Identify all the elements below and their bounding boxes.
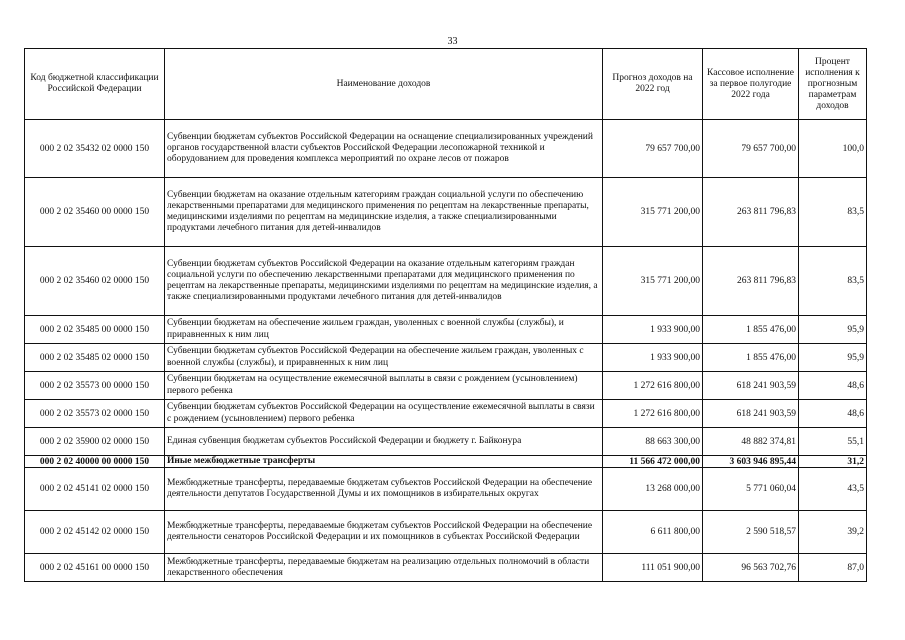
row-name: Субвенции бюджетам субъектов Российской Федерации на оснащение специализированных учреждений органов государственной власти субъектов Российской Федерации лесопожарной техникой и оборудованием для проведения комплекса мероприятий по охране лесов от пожаров — [165, 120, 603, 178]
row-percent: 95,9 — [799, 344, 867, 372]
row-executed: 263 811 796,83 — [703, 178, 799, 247]
row-percent: 83,5 — [799, 178, 867, 247]
row-code: 000 2 02 35485 02 0000 150 — [25, 344, 165, 372]
table-row — [25, 456, 867, 468]
row-executed: 48 882 374,81 — [703, 428, 799, 456]
row-percent: 48,6 — [799, 400, 867, 428]
row-percent: 43,5 — [799, 468, 867, 511]
row-executed: 618 241 903,59 — [703, 400, 799, 428]
row-code: 000 2 02 35900 02 0000 150 — [25, 428, 165, 456]
row-code: 000 2 02 35573 00 0000 150 — [25, 372, 165, 400]
row-name: Субвенции бюджетам на оказание отдельным категориям граждан социальной услуги по обеспечению лекарственными препаратами для медицинского применения по рецептам на лекарственные препараты, медицинскими изделиями по рецептам на медицинские изделия, а также специализированными продуктами лечебного питания для детей-инвалидов — [165, 178, 603, 247]
table-row — [25, 120, 867, 178]
row-code: 000 2 02 45141 02 0000 150 — [25, 468, 165, 511]
row-name: Субвенции бюджетам субъектов Российской Федерации на обеспечение жильем граждан, уволенных с военной службы (службы), и приравненных к ним лиц — [165, 344, 603, 372]
row-plan: 1 272 616 800,00 — [603, 400, 703, 428]
row-name: Субвенции бюджетам субъектов Российской Федерации на осуществление ежемесячной выплаты в связи с рождением (усыновлением) первого ребенка — [165, 400, 603, 428]
header-plan: Прогноз доходов на 2022 год — [603, 49, 703, 120]
table-row — [25, 511, 867, 554]
table-row — [25, 178, 867, 247]
row-code: 000 2 02 35485 00 0000 150 — [25, 316, 165, 344]
row-name: Межбюджетные трансферты, передаваемые бюджетам на реализацию отдельных полномочий в области лекарственного обеспечения — [165, 554, 603, 582]
row-executed: 1 855 476,00 — [703, 344, 799, 372]
row-percent: 48,6 — [799, 372, 867, 400]
row-executed: 5 771 060,04 — [703, 468, 799, 511]
row-percent: 95,9 — [799, 316, 867, 344]
row-code: 000 2 02 35432 02 0000 150 — [25, 120, 165, 178]
row-plan: 13 268 000,00 — [603, 468, 703, 511]
table-header — [25, 49, 867, 120]
row-executed: 2 590 518,57 — [703, 511, 799, 554]
table-row — [25, 344, 867, 372]
table-row — [25, 554, 867, 582]
row-plan: 1 933 900,00 — [603, 316, 703, 344]
row-code: 000 2 02 35460 00 0000 150 — [25, 178, 165, 247]
row-plan: 1 933 900,00 — [603, 344, 703, 372]
row-percent: 39,2 — [799, 511, 867, 554]
header-name: Наименование доходов — [165, 49, 603, 120]
row-plan: 315 771 200,00 — [603, 247, 703, 316]
row-name: Субвенции бюджетам на осуществление ежемесячной выплаты в связи с рождением (усыновлением) первого ребенка — [165, 372, 603, 400]
table-row — [25, 316, 867, 344]
row-name: Субвенции бюджетам на обеспечение жильем граждан, уволенных с военной службы (службы), и приравненных к ним лиц — [165, 316, 603, 344]
header-executed: Кассовое исполнение за первое полугодие 2022 года — [703, 49, 799, 120]
row-percent: 31,2 — [799, 456, 867, 468]
revenue-table — [24, 48, 867, 582]
row-code: 000 2 02 35573 02 0000 150 — [25, 400, 165, 428]
row-executed: 618 241 903,59 — [703, 372, 799, 400]
row-name: Межбюджетные трансферты, передаваемые бюджетам субъектов Российской Федерации на обеспечение деятельности депутатов Государственной Думы и их помощников в избирательных округах — [165, 468, 603, 511]
row-executed: 79 657 700,00 — [703, 120, 799, 178]
row-percent: 100,0 — [799, 120, 867, 178]
row-name: Субвенции бюджетам субъектов Российской Федерации на оказание отдельным категориям граждан социальной услуги по обеспечению лекарственными препаратами для медицинского применения по рецептам на лекарственные препараты, медицинскими изделиями по рецептам на медицинские изделия, а также специализированными продуктами лечебного питания для детей-инвалидов — [165, 247, 603, 316]
table-row — [25, 468, 867, 511]
row-executed: 3 603 946 895,44 — [703, 456, 799, 468]
table-row — [25, 428, 867, 456]
row-code: 000 2 02 45161 00 0000 150 — [25, 554, 165, 582]
row-code: 000 2 02 35460 02 0000 150 — [25, 247, 165, 316]
row-plan: 11 566 472 000,00 — [603, 456, 703, 468]
row-percent: 87,0 — [799, 554, 867, 582]
row-percent: 83,5 — [799, 247, 867, 316]
table-row — [25, 247, 867, 316]
row-plan: 315 771 200,00 — [603, 178, 703, 247]
row-plan: 6 611 800,00 — [603, 511, 703, 554]
row-plan: 79 657 700,00 — [603, 120, 703, 178]
row-name: Иные межбюджетные трансферты — [165, 456, 603, 468]
row-executed: 1 855 476,00 — [703, 316, 799, 344]
header-code: Код бюджетной классификации Российской Федерации — [25, 49, 165, 120]
page-number: 33 — [447, 36, 458, 47]
row-code: 000 2 02 45142 02 0000 150 — [25, 511, 165, 554]
table-row — [25, 372, 867, 400]
row-plan: 88 663 300,00 — [603, 428, 703, 456]
row-name: Единая субвенция бюджетам субъектов Российской Федерации и бюджету г. Байконура — [165, 428, 603, 456]
row-code: 000 2 02 40000 00 0000 150 — [25, 456, 165, 468]
row-executed: 96 563 702,76 — [703, 554, 799, 582]
row-plan: 111 051 900,00 — [603, 554, 703, 582]
row-plan: 1 272 616 800,00 — [603, 372, 703, 400]
row-executed: 263 811 796,83 — [703, 247, 799, 316]
table-body — [25, 120, 867, 582]
header-percent: Процент исполнения к прогнозным параметрам доходов — [799, 49, 867, 120]
table-row — [25, 400, 867, 428]
row-name: Межбюджетные трансферты, передаваемые бюджетам субъектов Российской Федерации на обеспечение деятельности сенаторов Российской Федерации и их помощников в субъектах Российской Федерации — [165, 511, 603, 554]
row-percent: 55,1 — [799, 428, 867, 456]
